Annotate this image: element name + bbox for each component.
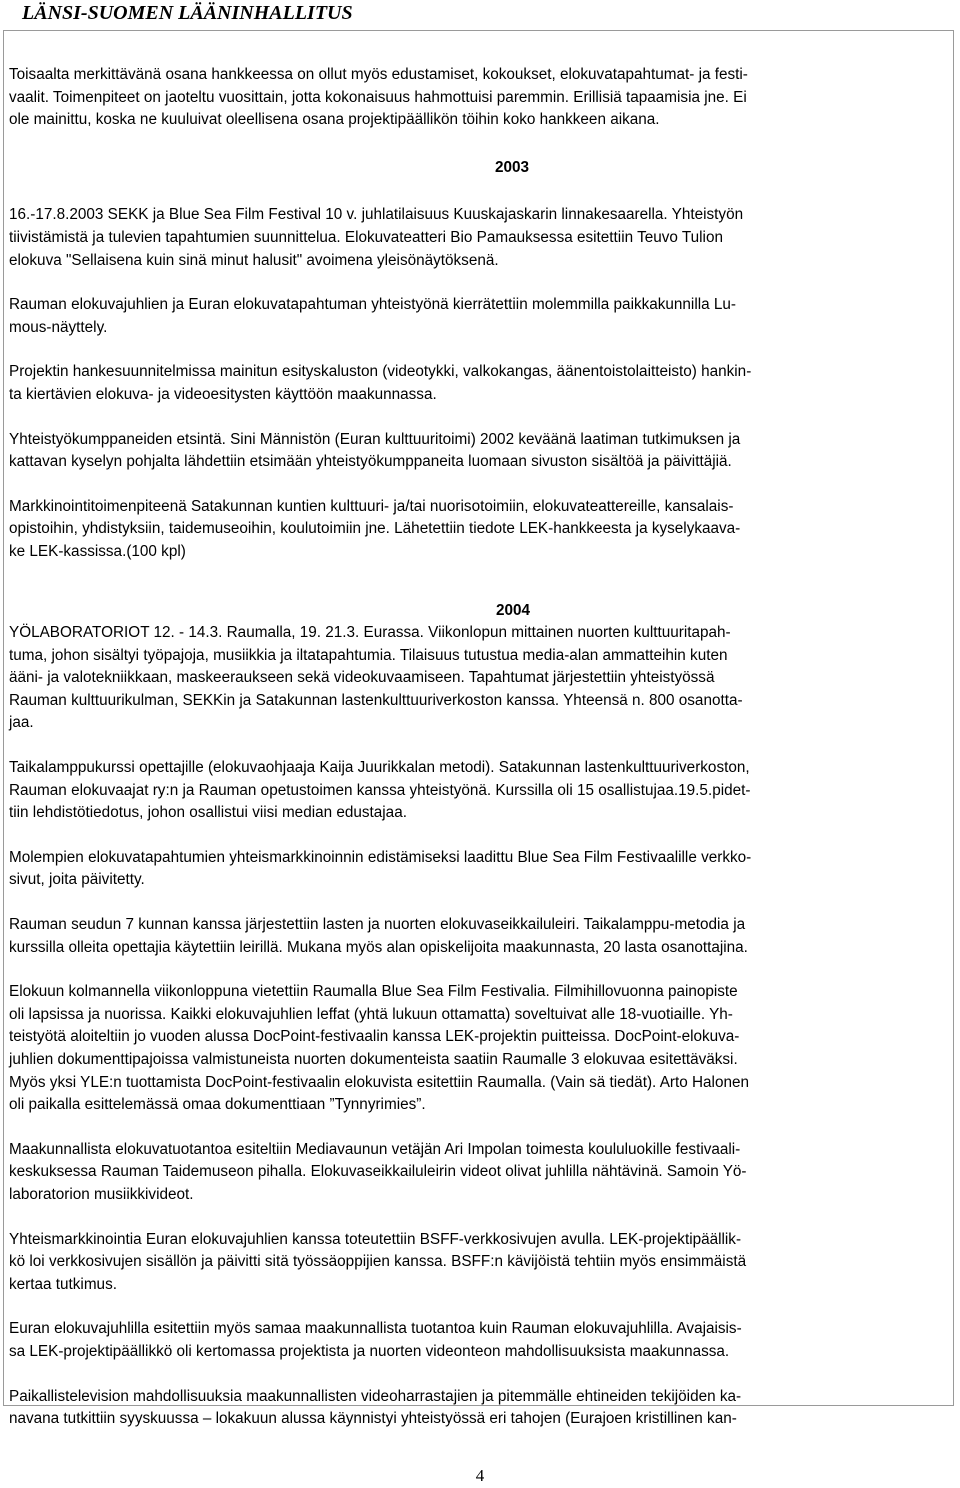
text-line: Rauman elokuvaajat ry:n ja Rauman opetustoimen kanssa yhteistyönä. Kurssilla oli 15 osallistujaa.19.5.pidet- bbox=[9, 781, 751, 799]
page-header: LÄNSI-SUOMEN LÄÄNINHALLITUS bbox=[22, 2, 353, 24]
text-line: kurssilla olleita opettajia käytettiin leirillä. Mukana myös alan opiskelijoita maakunnasta, 20 lasta osanottajina. bbox=[9, 938, 748, 956]
paragraph-paikallistelevisio bbox=[9, 1386, 951, 1431]
text-line: oli paikalla esittelemässä omaa dokumenttiaan ”Tynnyrimies”. bbox=[9, 1096, 426, 1114]
text-line: Paikallistelevision mahdollisuuksia maakunnallisten videoharrastajien ja pitemmälle ehtineiden tekijöiden ka- bbox=[9, 1387, 742, 1405]
text-line: tiin lehdistötiedotus, johon osallistui viisi median edustajaa. bbox=[9, 804, 407, 822]
text-line: navana tutkittiin syyskuussa – lokakuun alussa käynnistyi yhteistyössä eri tahojen (Eurajoen kristillinen kan- bbox=[9, 1410, 737, 1428]
text-line: juhlien dokumenttipajoissa valmistuneista nuorten dokumenteista saatiin Raumalle 3 elokuvaa esitettäväksi. bbox=[9, 1051, 738, 1068]
text-line: 16.-17.8.2003 SEKK ja Blue Sea Film Festival 10 v. juhlatilaisuus Kuuskajaskarin linnakesaarella. Yhteistyön bbox=[9, 206, 744, 224]
paragraph-2004-yolaboratoriot bbox=[9, 622, 951, 735]
paragraph-yhteistyo bbox=[9, 429, 951, 474]
text-line: jaa. bbox=[9, 714, 34, 732]
paragraph-euran bbox=[9, 1318, 951, 1363]
text-line: sivut, joita päivitetty. bbox=[9, 871, 145, 889]
text-line: Rauman seudun 7 kunnan kanssa järjestettiin lasten ja nuorten elokuvaseikkailuleiri. Taikalamppu-metodia ja bbox=[9, 916, 746, 934]
text-line: laboratorion musiikkivideot. bbox=[9, 1185, 194, 1203]
paragraph-taikalamppu bbox=[9, 757, 951, 825]
paragraph-maakunnallista bbox=[9, 1139, 951, 1207]
text-line: YÖLABORATORIOT 12. - 14.3. Raumalla, 19. 21.3. Eurassa. Viikonlopun mittainen nuorten kulttuuritapah- bbox=[9, 624, 731, 642]
text-line: Molempien elokuvatapahtumien yhteismarkkinoinnin edistämiseksi laadittu Blue Sea Film Festivaalille verkko- bbox=[9, 848, 752, 866]
paragraph-elokuun bbox=[9, 981, 951, 1117]
text-line: Euran elokuvajuhlilla esitettiin myös samaa maakunnallista tuotantoa kuin Rauman elokuvajuhlilla. Avajaisis- bbox=[9, 1320, 742, 1338]
text-line: sa LEK-projektipäällikkö oli kertomassa projektista ja nuorten videonteon mahdollisuuksista maakunnassa. bbox=[9, 1342, 730, 1360]
section-heading-2003: 2003 bbox=[495, 158, 530, 176]
text-line: Maakunnallista elokuvatuotantoa esiteltiin Mediavaunun vetäjän Ari Impolan toimesta koululuokille festivaali- bbox=[9, 1140, 741, 1158]
text-line: kattavan kyselyn pohjalta lähdettiin etsimään yhteistyökumppaneita luomaan sivuston sisältöä ja päivittäjiä. bbox=[9, 453, 732, 471]
text-line: ääni- ja valotekniikkaan, maskeeraukseen sekä videokuvaamiseen. Tapahtumat järjestettiin yhteistyössä bbox=[9, 669, 715, 687]
paragraph-markkinointi bbox=[9, 496, 951, 564]
text-line: kertaa tutkimus. bbox=[9, 1275, 117, 1293]
text-line: Myös yksi YLE:n tuottamista DocPoint-festivaalin elokuvista esitettiin Raumalla. (Vain sä tiedät). Arto Halonen bbox=[9, 1073, 749, 1091]
text-line: teistyötä aloiteltiin jo vuoden alussa DocPoint-festivaalin kanssa LEK-projektin puitteissa. DocPoint-elokuva- bbox=[9, 1028, 740, 1046]
text-line: tiivistämistä ja tulevien tapahtumien suunnittelua. Elokuvateatteri Bio Pamauksessa esitettiin Teuvo Tulion bbox=[9, 228, 723, 246]
paragraph-2003-event bbox=[9, 204, 951, 272]
text-line: oli lapsissa ja nuorissa. Kaikki elokuvajuhlien leffat (yhtä lukuun ottamatta) soveltuivat alle 18-vuotiaille. Yh- bbox=[9, 1005, 733, 1023]
text-line: keskuksessa Rauman Taidemuseon pihalla. Elokuvaseikkailuleirin videot olivat juhlilla nähtävinä. Samoin Yö- bbox=[9, 1163, 747, 1181]
paragraph-rauma bbox=[9, 294, 951, 339]
document-body bbox=[9, 64, 951, 1431]
text-line: ta kiertävien elokuva- ja videoesitysten käyttöön maakunnassa. bbox=[9, 385, 437, 403]
text-line: Yhteistyökumppaneiden etsintä. Sini Männistön (Euran kulttuuritoimi) 2002 keväänä laatiman tutkimuksen ja bbox=[9, 430, 741, 448]
page-number: 4 bbox=[475, 1466, 485, 1485]
paragraph-intro bbox=[9, 64, 951, 132]
text-line: vaalit. Toimenpiteet on jaoteltu vuosittain, jotta kokonaisuus hahmottuisi paremmin. Erillisiä tapaamisia jne. Ei bbox=[9, 88, 747, 106]
text-line: Toisaalta merkittävänä osana hankkeessa on ollut myös edustamiset, kokoukset, elokuvatapahtumat- ja festi- bbox=[9, 66, 748, 83]
text-line: Rauman kulttuurikulman, SEKKin ja Satakunnan lastenkulttuuriverkoston kanssa. Yhteensä n. 800 osanotta- bbox=[9, 691, 743, 709]
paragraph-yhteismarkkinointia bbox=[9, 1229, 951, 1297]
text-line: ole mainittu, koska ne kuuluivat oleellisena osana projektipäällikön töihin koko hankkeen aikana. bbox=[9, 111, 660, 129]
paragraph-projektin bbox=[9, 361, 951, 406]
text-line: opistoihin, yhdistyksiin, taidemuseoihin, koulutoimiin jne. Lähetettiin tiedote LEK-hankkeesta ja kyselykaava- bbox=[9, 520, 741, 538]
text-line: Taikalamppukurssi opettajille (elokuvaohjaaja Kaija Juurikkalan metodi). Satakunnan lastenkulttuuriverkoston, bbox=[9, 759, 750, 777]
paragraph-molempien bbox=[9, 847, 951, 892]
section-heading-2004: 2004 bbox=[496, 601, 531, 619]
text-line: Rauman elokuvajuhlien ja Euran elokuvatapahtuman yhteistyönä kierrätettiin molemmilla paikkakunnilla Lu- bbox=[9, 296, 736, 314]
text-line: Projektin hankesuunnitelmissa mainitun esityskaluston (videotykki, valkokangas, äänentoistolaitteisto) hankin- bbox=[9, 363, 752, 381]
text-line: Elokuun kolmannella viikonloppuna vietettiin Raumalla Blue Sea Film Festivalia. Filmihillovuonna painopiste bbox=[9, 983, 738, 1001]
text-line: kö loi verkkosivujen sisällön ja päivitti sitä työssäoppijien kanssa. BSFF:n kävijöistä tehtiin myös ensimmäistä bbox=[9, 1253, 747, 1271]
text-line: Yhteismarkkinointia Euran elokuvajuhlien kanssa toteutettiin BSFF-verkkosivujen avulla. LEK-projektipäällik- bbox=[9, 1230, 742, 1248]
text-line: elokuva "Sellaisena kuin sinä minut halusit" avoimena yleisönäytöksenä. bbox=[9, 251, 499, 269]
text-line: mous-näyttely. bbox=[9, 318, 108, 336]
text-line: tuma, johon sisältyi työpajoja, musiikkia ja iltatapahtumia. Tilaisuus tutustua media-alan ammatteihin kuten bbox=[9, 646, 728, 664]
text-line: ke LEK-kassissa.(100 kpl) bbox=[9, 542, 186, 560]
paragraph-seudun bbox=[9, 914, 951, 959]
text-line: Markkinointitoimenpiteenä Satakunnan kuntien kulttuuri- ja/tai nuorisotoimiin, elokuvateattereille, kansalais- bbox=[9, 497, 734, 515]
